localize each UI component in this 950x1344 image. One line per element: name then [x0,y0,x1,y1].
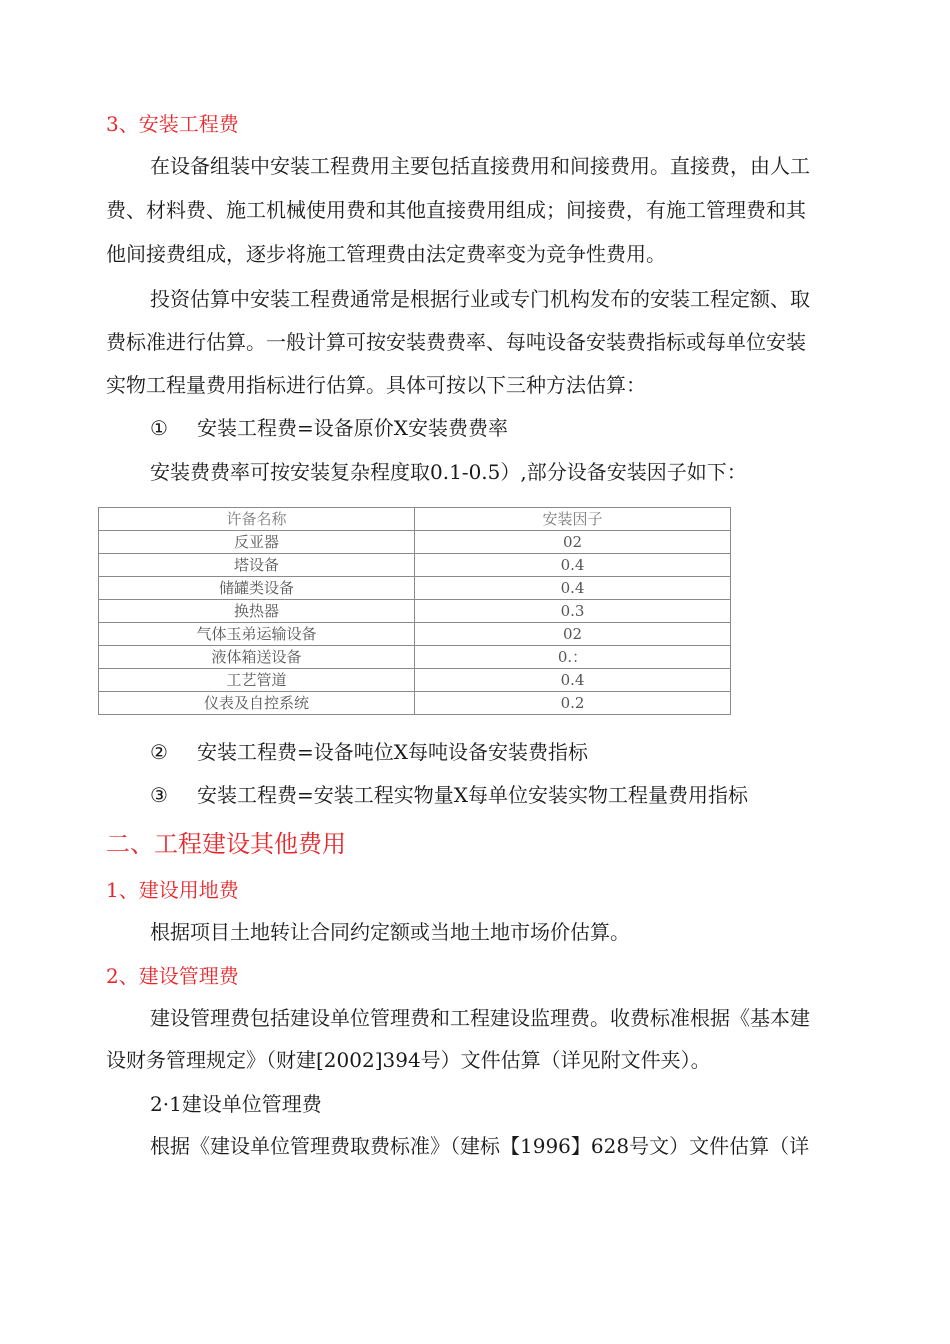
method-2-text: 安装工程费=设备吨位X每吨设备安装费指标 [197,740,588,764]
table-row [99,646,731,669]
paragraph-line: 他间接费组成，逐步将施工管理费由法定费率变为竞争性费用。 [106,242,666,266]
table-cell-equipment: 工艺管道 [99,669,415,692]
method-1-text: 安装工程费=设备原价X安装费费率 [197,416,508,440]
table-cell-equipment: 液体箱送设备 [99,646,415,669]
table-cell-factor: 02 [415,623,731,646]
method-3-text: 安装工程费=安装工程实物量X每单位安装实物工程量费用指标 [197,783,748,807]
table-header-cell: 安装因子 [415,508,731,531]
table-header-row [99,508,731,531]
table-cell-factor: 0.： [415,646,731,669]
paragraph-line: 在设备组装中安装工程费用主要包括直接费用和间接费用。直接费，由人工 [150,154,810,178]
table-cell-factor: 0.4 [415,554,731,577]
paragraph-line: 投资估算中安装工程费通常是根据行业或专门机构发布的安装工程定额、取 [150,287,810,311]
table-header-cell: 许备名称 [99,508,415,531]
table-cell-factor: 0.3 [415,600,731,623]
subsection-2-title: 2、建设管理费 [106,964,239,988]
table-row [99,531,731,554]
table-cell-factor: 0.4 [415,577,731,600]
method-2-number: ② [150,740,168,764]
method-3-number: ③ [150,783,168,807]
method-1-number: ① [150,416,168,440]
paragraph-line: 设财务管理规定》（财建[2002]394号）文件估算（详见附文件夹）。 [106,1048,711,1072]
paragraph-line: 费标准进行估算。一般计算可按安装费费率、每吨设备安装费指标或每单位安装 [106,330,806,354]
table-cell-factor: 02 [415,531,731,554]
table-row [99,577,731,600]
table-row [99,692,731,715]
table-cell-equipment: 仪表及自控系统 [99,692,415,715]
subsection-1-title: 1、建设用地费 [106,878,239,902]
chapter-2-title: 二、工程建设其他费用 [106,830,346,858]
table-row [99,600,731,623]
table-cell-equipment: 储罐类设备 [99,577,415,600]
table-row [99,669,731,692]
paragraph-line: 根据《建设单位管理费取费标准》（建标【1996】628号文）文件估算（详 [150,1134,810,1158]
paragraph-line: 费、材料费、施工机械使用费和其他直接费用组成；间接费，有施工管理费和其 [106,198,806,222]
install-factor-table [98,507,731,715]
paragraph-line: 建设管理费包括建设单位管理费和工程建设监理费。收费标准根据《基本建 [150,1006,810,1030]
table-cell-factor: 0.2 [415,692,731,715]
table-cell-equipment: 塔设备 [99,554,415,577]
subsection-2-1-title: 2·1建设单位管理费 [150,1092,322,1116]
table-row [99,554,731,577]
paragraph-line: 根据项目土地转让合同约定额或当地土地市场价估算。 [150,920,630,944]
table-cell-equipment: 换热器 [99,600,415,623]
table-row [99,623,731,646]
section-3-title: 3、安装工程费 [106,112,239,136]
table-cell-equipment: 反亚器 [99,531,415,554]
table-cell-equipment: 气体玉弟运输设备 [99,623,415,646]
table-cell-factor: 0.4 [415,669,731,692]
rate-note: 安装费费率可按安装复杂程度取0.1-0.5）,部分设备安装因子如下： [150,460,747,484]
paragraph-line: 实物工程量费用指标进行估算。具体可按以下三种方法估算： [106,373,646,397]
